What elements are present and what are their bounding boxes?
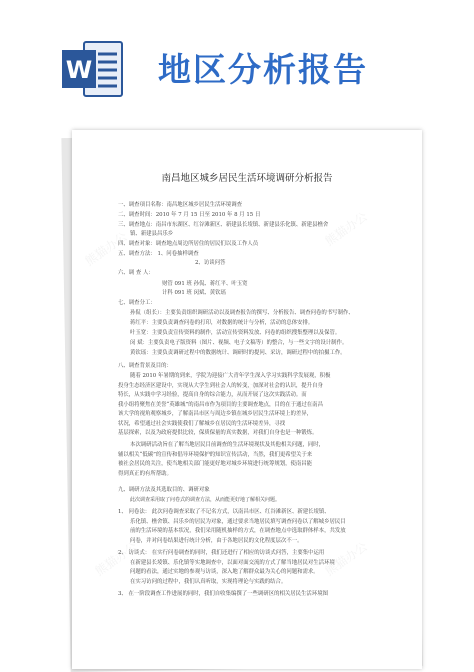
doc-line: 得到真正的有所帮助。 xyxy=(118,471,172,477)
watermark-mark: 熊猫办公 xyxy=(92,539,140,579)
doc-line: 随着 2010 年暑期的到来，学院为迎接广大青年学生深入学习实践科学发展观，积极 xyxy=(130,373,331,379)
doc-line: 特长，从实践中学习经验，提高自身的综合能力，从而开展了这次实践活动。而 xyxy=(118,392,307,398)
watermark-mark: 熊猫办公 xyxy=(82,229,130,269)
doc-line: 镇、新建县昌乐乡 xyxy=(130,231,174,237)
doc-line: 辅以相关“低碳”的宣传和倡导环境保护的知识宣传活动，当然，我们更希望关于来 xyxy=(118,452,313,458)
doc-line: 六、调 查 人： xyxy=(118,270,154,276)
document-page xyxy=(72,130,422,669)
doc-line: 2、 访谈式： 在实行问卷调查的同时，我们还进行了相应的访谈式问答，主要集中运用 xyxy=(118,550,325,556)
doc-line: 叶玉宽：主要负责宣传资料的制作，活动宣传资料发放、问卷的组织搜集整理以及保管。 xyxy=(130,330,341,336)
doc-line: 九、调研方法及其选取目的、调研对象 xyxy=(118,487,210,493)
doc-line: 蒋红平：主要负责调查问卷的打印，对数据的统计与分析，活动的总体安排。 xyxy=(130,320,314,326)
doc-line: 2、访谈问答 xyxy=(195,260,226,266)
doc-line: 二、调查时间：2010 年 7 月 15 日至 2010 年 8 月 15 日 xyxy=(118,212,261,218)
doc-line: 四、调查对象：调查地点周边所居住的居民们以及工作人员 xyxy=(118,241,259,247)
doc-line: 前的生活环境的基本状况，我们采用随机抽样的方式，在调查地点中选取群体样本，共发放 xyxy=(130,528,346,534)
document-title: 南昌地区城乡居民生活环境调研分析报告 xyxy=(161,173,333,184)
doc-line: 投身生态经济区建设中，实现从大学生到社会人的转变，加深对社会的认识，提升自身 xyxy=(118,383,323,389)
doc-line: 本次调研活动旨在了解当地居民目前调查的生活环境现状及其他相关问题，同时， xyxy=(130,442,325,448)
doc-line: 此次调查采用取了问卷式的调查方法，从而能更好地了解相关问题。 xyxy=(130,497,281,503)
doc-line: 七、调查分工： xyxy=(118,300,156,306)
doc-line: 被社会居民的关注，使当地相关部门能更好地对城乡环境进行统筹规划，使南昌能 xyxy=(118,461,313,467)
doc-line: 在实习访问的过程中，我们认真听取，实现将理论与实践的结合。 xyxy=(130,579,287,585)
header-banner xyxy=(0,0,474,120)
doc-line: 状况，希望通过社会实践使我们了解城乡在居民的生活环境差异，寻找 xyxy=(118,421,286,427)
header-title: 地区分析报告 xyxy=(158,50,368,89)
doc-line: 黄钦瑶：主要负责调研过程中的数据统计、调研时的提问、采访，调研过程中的拍摄工作。 xyxy=(130,350,346,356)
doc-line: 一、调查项目名称：南昌地区城乡居民生活环境调查 xyxy=(118,202,242,208)
doc-line: 基层探索，以及为政府提供比较，保质保量的真实数据，对我们自身也是一种锻炼。 xyxy=(118,430,318,436)
doc-line: 问题的看法，通过实地的参观与访谈，深入地了解群众最为关心的问题和需求。 xyxy=(130,569,319,575)
doc-line: 计科 091 班 闵斌、黄钦瑶 xyxy=(162,290,226,296)
doc-line: 八、调查背景及目的： xyxy=(118,363,172,369)
doc-line: 闵 斌：主要负责电子版资料（图片、视频、电子文稿等）的整合，与一些文字的设计制作。 xyxy=(130,340,348,346)
word-doc-icon xyxy=(62,40,124,98)
doc-line: 3、 在一阶段调查工作进展的同时，我们自收集编撰了一些调研区的相关居民生活环境图 xyxy=(118,591,328,597)
doc-line: 在新建县长堎镇、乐化镇等实地调查中，以面对面交流的方式了解当地居民对生活环境 xyxy=(130,560,335,566)
watermark-mark: 熊猫办公 xyxy=(212,379,260,419)
doc-line: 孙侃（组长）：主要负责组织调研活动以及调查报告的撰写、分析报告、调查问卷的书写制作、 xyxy=(130,310,354,316)
doc-line: 该大学的视角观察城乡，了解南昌市区与周边乡镇在城乡居民生活环境上的差异， xyxy=(118,411,313,417)
watermark-mark: 熊猫办公 xyxy=(322,539,370,579)
doc-line: 1、 问卷法： 此次问卷调查采取了不记名方式，以南昌市区、红谷滩新区、新建长堎镇、 xyxy=(118,509,330,515)
doc-line: 问卷，并对问卷结果进行统计分析，由于各地居民的文化程度层次不一。 xyxy=(130,538,303,544)
word-icon-letter: W xyxy=(65,56,93,84)
doc-line: 三、调查地点：南昌市东湖区、红谷滩新区、新建县长堎镇、新建县乐化镇、新建县樵舍 xyxy=(118,222,329,228)
watermark-mark: 熊猫办公 xyxy=(322,209,370,249)
doc-line: 五、调查方法： 1、问卷抽样调查 xyxy=(118,251,199,257)
doc-line: 乐化镇、樵舍镇、昌乐乡的居民为对象，通过要求当地居民填写调查问卷以了解城乡居民目 xyxy=(130,519,346,525)
doc-line: 我小组将聚焦在美誉“英雄城”的南昌市作为项目的主要调查地点，目的在于通过在南昌 xyxy=(118,402,323,408)
doc-line: 财管 091 班 孙侃、蒋红平、叶玉宽 xyxy=(162,281,248,287)
